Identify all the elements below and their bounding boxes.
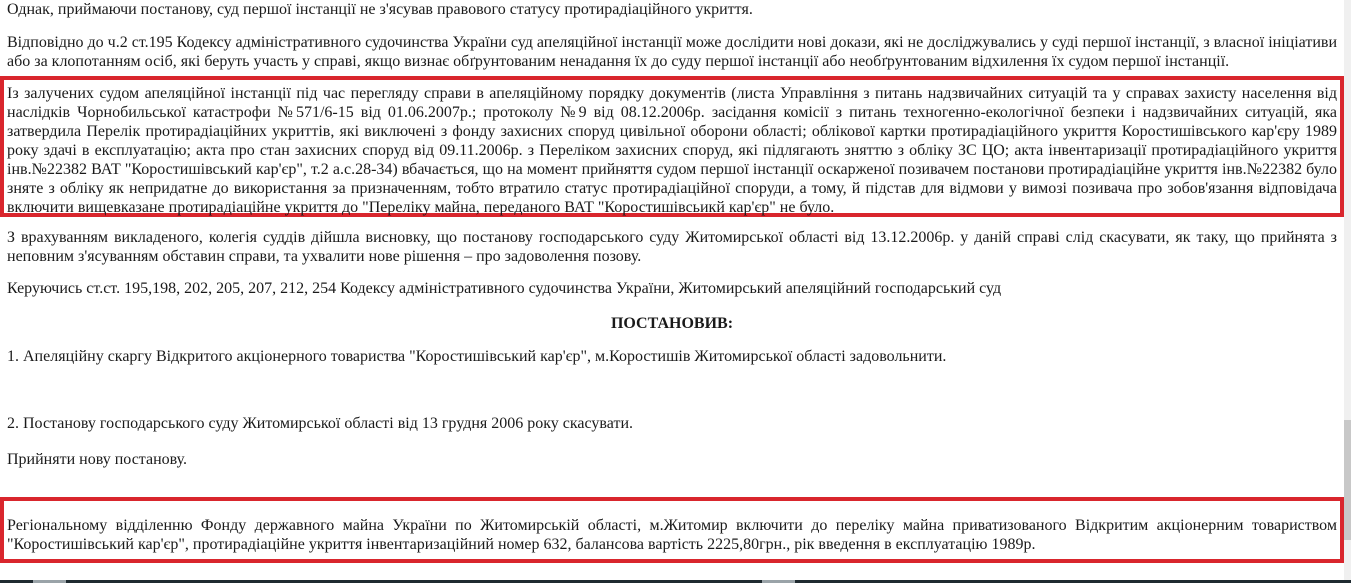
resolution-item-2: 2. Постанову господарського суду Житомирської області від 13 грудня 2006 року скасувати. bbox=[7, 415, 634, 432]
paragraph-evidence-highlighted: Із залучених судом апеляційної інстанції під час перегляду справи в апеляційному порядку документів (листа Управління з питань надзвичайних ситуацій та у справах захисту населення від наслідків Чорнобильської катастрофи №571/6-15 від 01.06.2007р.; протоколу №9 від 08.12.2006р. засідання комісії з питань техногенно-екологічної безпеки і надзвичайних ситуацій, яка затвердила Перелік протирадіаційних укриттів, які виключені з фонду захисних споруд цивільної оборони області; облікової картки протирадіаційного укриття Коростишівського кар'єру 1989 року здачі в експлуатацію; акта про стан захисних споруд від 09.11.2006р. з Переліком захисних споруд, які підлягають зняттю з обліку ЗС ЦО; акта інвентаризації протирадіаційного укриття інв.№22382 ВАТ "Коростишівський кар'єр", т.2 а.с.28-34) вбачається, що на момент прийняття судом першої інстанції оскарженої позивачем постанови протирадіаційне укриття інв.№22382 було зняте з обліку як непридатне до використання за призначенням, тобто втратило статус протирадіаційної споруди, а тому, й підстав для відмови у вимозі позивача про зобов'язання відповідача включити вищевказане протирадіаційне укриття до "Переліку майна, переданого ВАТ "Коростишівсьикй кар'єр" не було. bbox=[7, 85, 1337, 216]
scrollbar-thumb[interactable] bbox=[1344, 420, 1351, 540]
paragraph-legal-basis: Керуючись ст.ст. 195,198, 202, 205, 207, 212, 254 Кодексу адміністративного судочинства України, Житомирський апеляційний господарський суд bbox=[7, 280, 1002, 297]
resolution-item-1: 1. Апеляційну скаргу Відкритого акціонерного товариства "Коростишівський кар'єр", м.Коростишів Житомирської області задовольнити. bbox=[7, 348, 947, 365]
vertical-scrollbar[interactable] bbox=[1344, 0, 1351, 580]
paragraph-conclusion: З врахуванням викладеного, колегія суддів дійшла висновку, що постанову господарського суду Житомирської області від 13.12.2006р. у даній справі слід скасувати, як таку, що прийнята з неповним з'ясуванням обставин справи, та ухвалити нове рішення – про задоволення позову. bbox=[7, 229, 1337, 265]
paragraph-first-instance-status: Однак, приймаючи постанову, суд першої інстанції не з'ясував правового статусу протирадіаційного укриття. bbox=[7, 1, 753, 18]
paragraph-article-195: Відповідно до ч.2 ст.195 Кодексу адміністративного судочинства України суд апеляційної інстанції може дослідити нові докази, які не досліджувались у суді першої інстанції, з власної ініціативи або за клопотанням осіб, які беруть участь у справі, якщо визнає обґрунтованим ненадання їх до суду першої інстанції або необґрунтованим відхилення їх судом першої інстанції. bbox=[7, 34, 1338, 70]
paragraph-new-resolution: Прийняти нову постанову. bbox=[7, 451, 188, 468]
paragraph-property-transfer-highlighted: Регіональному відділенню Фонду державного майна України по Житомирській області, м.Житомир включити до переліку майна приватизованого Відкритим акціонерним товариством "Коростишівський кар'єр", протирадіаційне укриття інвентаризаційний номер 632, балансова вартість 2225,80грн., рік введення в експлуатацію 1989р. bbox=[7, 517, 1337, 553]
resolution-heading: ПОСТАНОВИВ: bbox=[610, 315, 734, 332]
